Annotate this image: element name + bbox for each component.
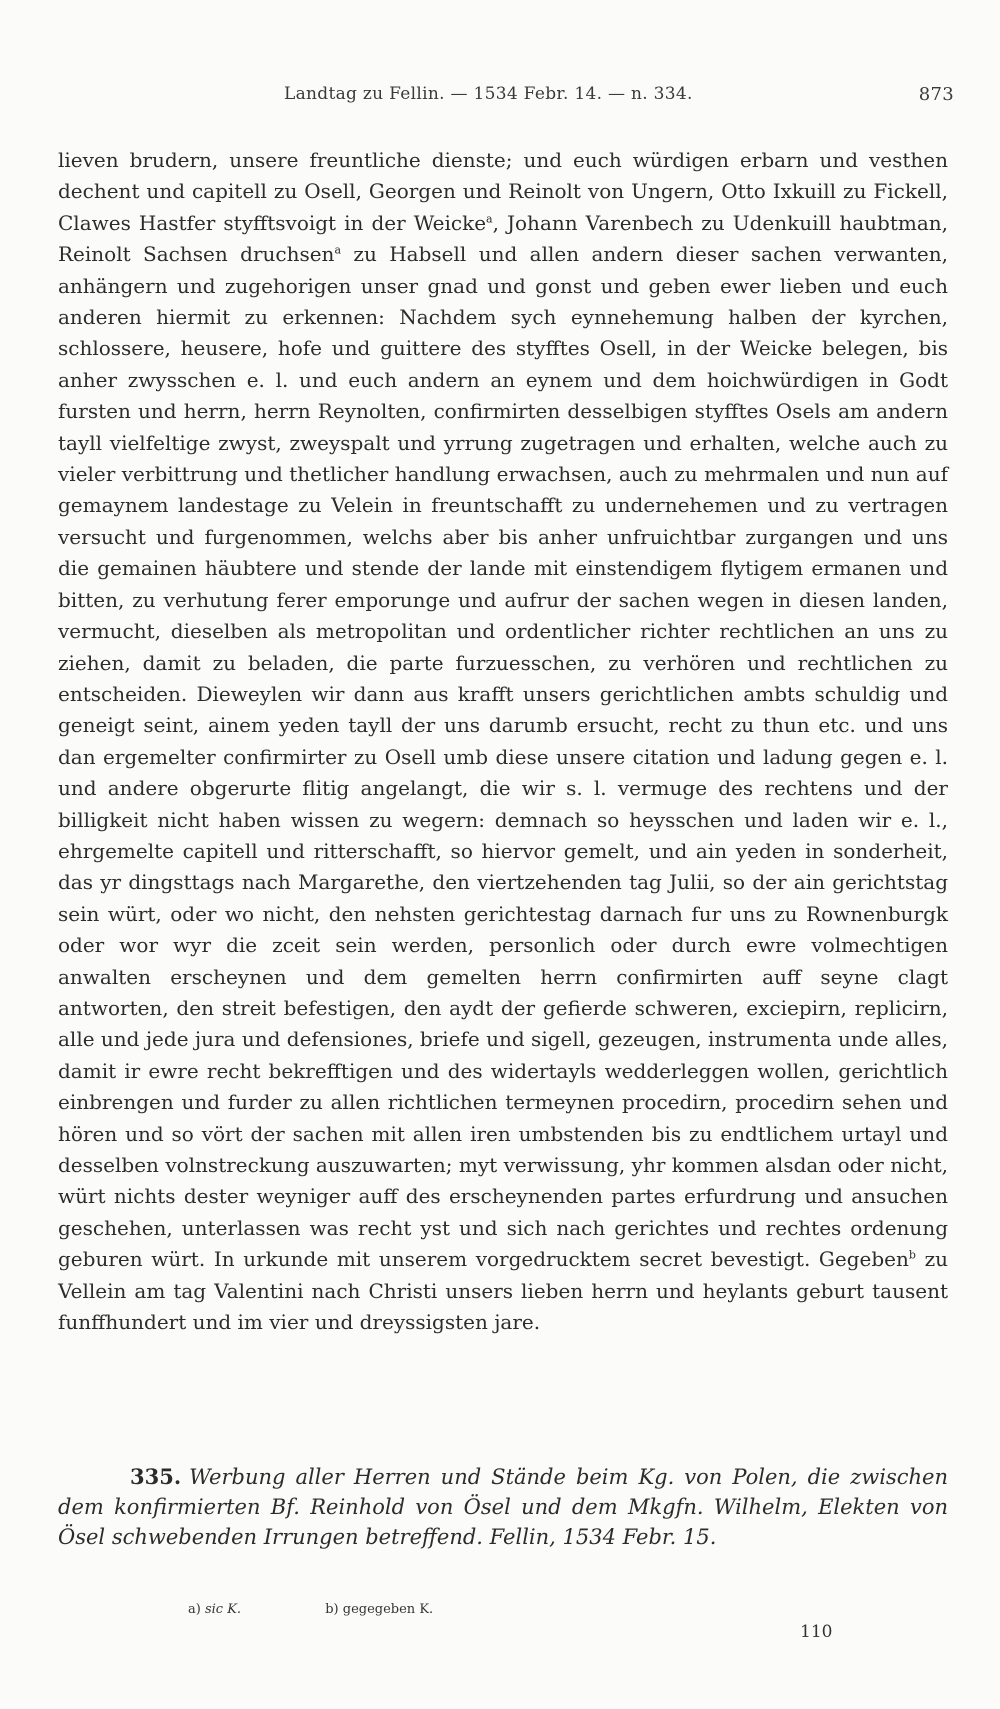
- footnote-a-mark: a): [188, 1602, 201, 1617]
- footnote-b-text: gegegeben K.: [342, 1602, 434, 1617]
- text-part-1: lieven brudern, unsere freuntliche dienste; und euch würdigen erbarn und vesthen dechent und capitell zu Osell, Georgen und Reinolt von Ungern, Otto Ixkuill zu Fickell, Clawes Hastfer styfftsvoigt in der Weicke: [58, 148, 948, 235]
- text-part-3: zu Habsell und allen andern dieser sachen verwanten, anhängern und zugehorigen unser gnad und gonst und geben ewer lieben und euch anderen hiermit zu erkennen: Nachdem sych eynnehemung halben der kyrchen, schlossere, heusere, hofe und guittere des styfftes Osell, in der Weicke belegen, bis anher zwysschen e. l. und euch andern an eynem und dem hoichwürdigen in Godt fursten und herrn, herrn Reynolten, confirmirten desselbigen styfftes Osels am andern tayll vielfeltige zwyst, zweyspalt und yrrung zugetragen und erhalten, welche auch zu vieler verbittrung und thetlicher handlung erwachsen, auch zu mehrmalen und nun auf gemaynem landestage zu Velein in freuntschafft zu undernehemen und zu vertragen versucht und furgenommen, welchs aber bis anher unfruichtbar zurgangen und uns die gemainen häubtere und stende der lande mit einstendigem flytigem ermanen und bitten, zu verhutung ferer emporunge und aufrur der sachen wegen in diesen landen, vermucht, dieselben als metropolitan und ordentlicher richter rechtlichen an uns zu ziehen, damit zu beladen, die parte furzuesschen, zu verhören und rechtlichen zu entscheiden. Dieweylen wir dann aus krafft unsers gerichtlichen ambts schuldig und geneigt seint, ainem yeden tayll der uns darumb ersucht, recht zu thun etc. und uns dan ergemelter confirmirter zu Osell umb diese unsere citation und ladung gegen e. l. und andere obgerurte flitig angelangt, die wir s. l. vermuge des rechtens und der billigkeit nicht haben wissen zu wegern: demnach so heysschen und laden wir e. l., ehrgemelte capitell und ritterschafft, so hiervor gemelt, und ain yeden in sonderheit, das yr dingsttags nach Margarethe, den viertzehenden tag Julii, so der ain gerichtstag sein würt, oder wo nicht, den nehsten gerichtestag darnach fur uns zu Rownenburgk oder wor wyr die zceit sein werden, personlich oder durch ewre volmechtigen anwalten erscheynen und dem gemelten herrn confirmirten auff seyne clagt antworten, den streit befestigen, den aydt der gefierde schweren, exciepirn, replicirn, alle und jede jura und defensiones, briefe und sigell, gezeugen, instrumenta unde alles, damit ir ewre recht bekrefftigen und des widertayls wedderleggen wollen, gerichtlich einbrengen und furder zu allen richtlichen termeynen procedirn, procedirn sehen und hören und so vört der sachen mit allen iren umbstenden bis zu endtlichem urtayl und desselben volnstreckung auszuwarten; myt verwissung, yhr kommen alsdan oder nicht, würt nichts dester weyniger auff des erscheynenden partes erfurdrung und ansuchen geschehen, unterlassen was recht yst und sich nach gerichtes und rechtes ordenung geburen würt. In urkunde mit unserem vorgedrucktem secret bevestigt. Gegeben: [58, 242, 948, 1272]
- footnote-a-text: sic K.: [204, 1602, 242, 1617]
- footnote-b: [325, 1602, 433, 1617]
- footnote-b-mark: b): [325, 1602, 339, 1617]
- document-title: Werbung aller Herren und Stände beim Kg. von Polen, die zwischen dem konfirmierten Bf. Reinhold von Ösel und dem Mkgfn. Wilhelm, Elekten von Ösel schwebenden Irrungen betreffend. Fellin, 1534 Febr. 15.: [58, 1465, 948, 1549]
- document-number: 335.: [130, 1464, 182, 1489]
- footnote-a: [188, 1602, 241, 1617]
- signature-mark: 110: [800, 1622, 833, 1642]
- footnotes: [188, 1602, 688, 1617]
- text-part-2: , Johann Varenbech zu Udenkuill haubtman, Reinolt Sachsen druchsen: [58, 210, 948, 267]
- running-header: [284, 84, 954, 110]
- footnote-ref-a: a: [486, 212, 493, 226]
- page-number: 873: [918, 84, 954, 105]
- footnote-ref-a: a: [334, 243, 342, 257]
- running-title: Landtag zu Fellin. — 1534 Febr. 14. — n. 334.: [284, 84, 693, 104]
- text-part-4: zu Vellein am tag Valentini nach Christi unsers lieben herrn und heylants geburt tausent funffhundert und im vier und dreyssigsten jare.: [58, 1247, 949, 1335]
- document-text: [58, 145, 948, 1338]
- footnote-ref-b: b: [908, 1248, 916, 1262]
- next-document-heading: [58, 1462, 948, 1552]
